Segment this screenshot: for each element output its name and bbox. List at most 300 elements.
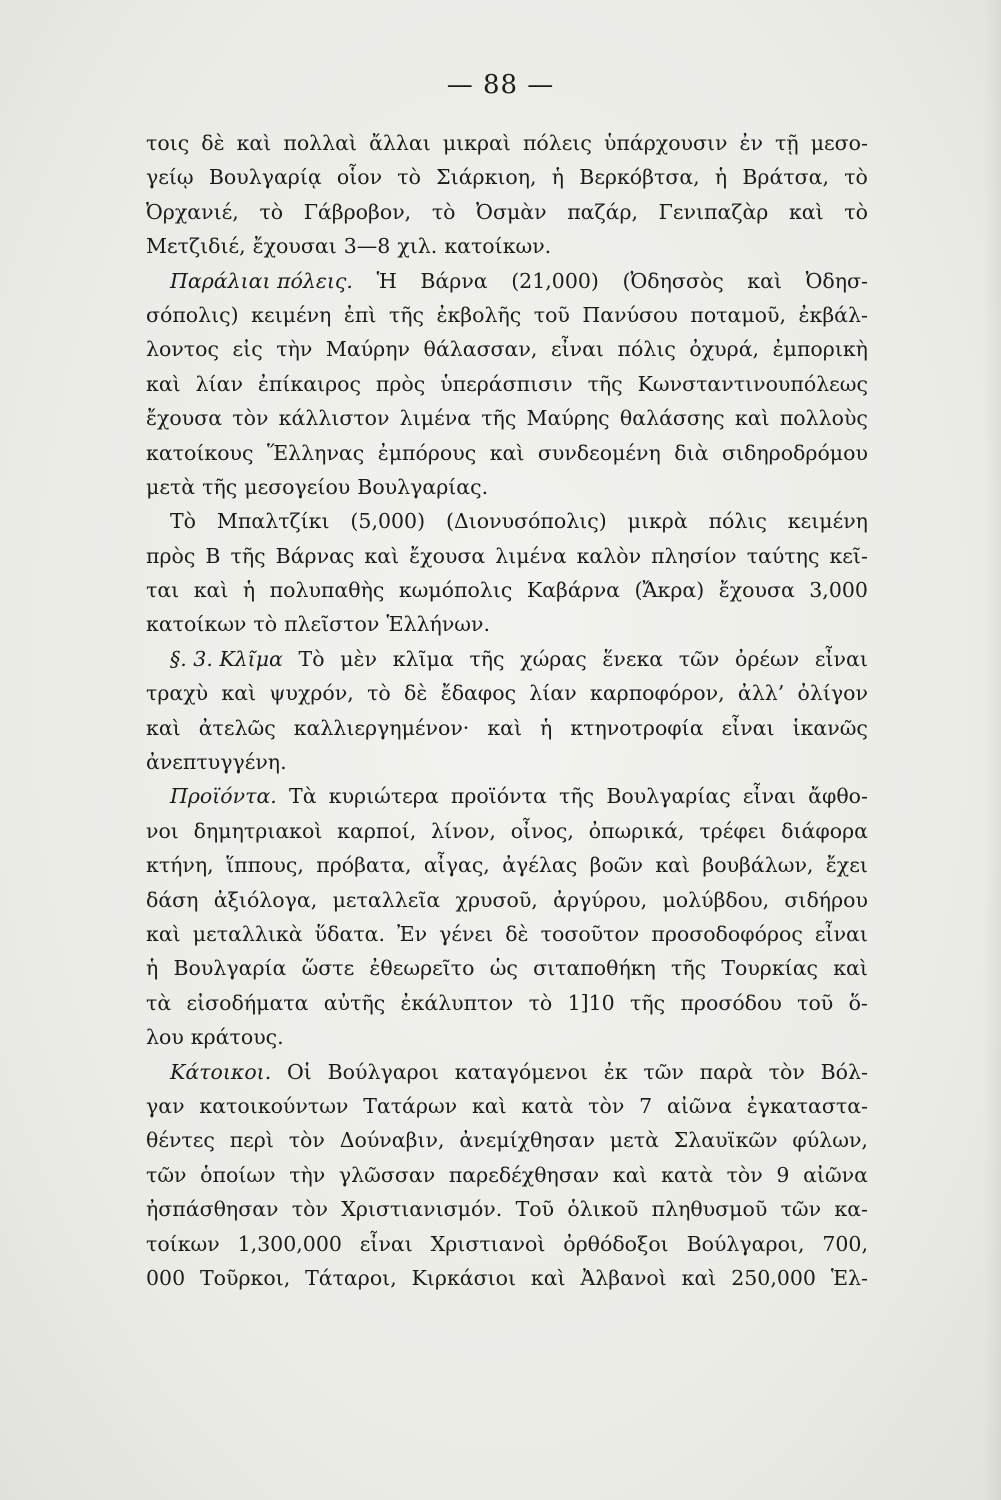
word: τὸ: [844, 165, 868, 190]
word: γένει: [439, 921, 494, 946]
word: δὲ: [201, 131, 225, 155]
word: πληθυσμοῦ: [651, 1197, 768, 1222]
word: ὀρέων: [734, 646, 800, 671]
word: καὶ: [530, 1265, 566, 1290]
word: μεταλλικὰ: [192, 921, 303, 946]
word: Μαύρην: [325, 337, 410, 362]
word: εἰς: [232, 337, 263, 362]
word: Γενιπαζὰρ: [658, 199, 769, 224]
text-line: [146, 539, 868, 573]
word: κατὰ: [521, 1093, 574, 1118]
word: αὐτῆς: [323, 990, 386, 1015]
word: κατοικούντων: [199, 1093, 349, 1118]
section-heading: Προϊόντα.: [170, 784, 277, 809]
word: προσόδου: [680, 990, 782, 1015]
word: καλλιεργημένον·: [293, 715, 470, 740]
word: ἀργύρου,: [553, 887, 648, 912]
word: Βράτσα,: [742, 165, 830, 190]
word: προϊόντα: [450, 784, 547, 809]
word: διάφορα: [781, 818, 868, 843]
word: δάση: [146, 887, 199, 912]
word: κτήνη,: [146, 853, 214, 878]
word: ἕνεκα: [602, 646, 664, 671]
word: ἡ: [242, 578, 256, 603]
word: Ἡ: [376, 268, 397, 293]
word: καὶ: [364, 543, 400, 568]
text-line: [146, 1020, 868, 1054]
word: ὅ-: [848, 990, 868, 1015]
text-line: [146, 848, 868, 882]
word: ἄλλαι: [369, 131, 431, 155]
word: τῶν: [643, 1059, 684, 1084]
word: 250,000: [731, 1265, 816, 1290]
word: Γάβροβον,: [303, 199, 412, 224]
word: τὸ: [844, 199, 868, 224]
word: 700,: [822, 1231, 868, 1256]
word: ὥστε: [301, 956, 355, 981]
word: τὸ: [528, 990, 553, 1015]
text-line: [146, 229, 868, 263]
word: μικραὶ: [442, 131, 511, 155]
word: 000: [146, 1265, 186, 1290]
section-heading: Κάτοικοι.: [170, 1059, 272, 1084]
word: μολύβδου,: [662, 887, 770, 912]
word: εἶναι: [550, 337, 604, 362]
word: Ἑλ-: [830, 1265, 868, 1290]
word: ὡς: [489, 956, 518, 981]
text-line: [146, 1261, 868, 1295]
word: παρεδέχθησαν: [448, 1162, 600, 1187]
word: πολλαὶ: [283, 131, 358, 155]
word: προσοδοφόρος: [651, 921, 803, 946]
word: Οἱ: [286, 1059, 312, 1084]
word: καταγόμενοι: [454, 1059, 588, 1084]
word: παρὰ: [699, 1059, 753, 1084]
word: λοντος: [146, 337, 219, 362]
word: Βουλγαρίας: [606, 784, 731, 809]
word: Βουλγαρίας.: [357, 474, 489, 499]
word: νοι: [146, 818, 179, 843]
word: τοσοῦτον: [540, 921, 640, 946]
word: εἶναι: [721, 715, 775, 740]
text-line: [146, 367, 868, 401]
word: ἔχουσα: [146, 406, 223, 431]
word: χώρας: [520, 646, 587, 671]
word: περὶ: [229, 1128, 274, 1153]
word: ἐκβολῆς: [436, 302, 522, 327]
word: Ἕλληνας: [266, 440, 365, 465]
word: κατοίκων.: [444, 234, 552, 259]
word: λου: [146, 1025, 184, 1050]
word: εἶναι: [742, 784, 796, 809]
word: θέντες: [146, 1128, 215, 1153]
text-line: [146, 1055, 868, 1089]
word: Ὀσμὰν: [476, 199, 547, 224]
word: ἔχει: [825, 853, 868, 878]
word: οἷον: [336, 165, 383, 190]
word: γαν: [146, 1093, 185, 1118]
word: μικρὰ: [627, 509, 688, 534]
word: δὲ: [404, 681, 428, 706]
text-line: [146, 779, 868, 813]
word: Μπαλτζίκι: [216, 509, 330, 534]
word: πόλις: [708, 509, 767, 534]
word: ταύτης: [746, 543, 820, 568]
word: Ἐν: [397, 921, 428, 946]
word: σόπολις): [146, 302, 239, 327]
word: ψυχρόν,: [269, 681, 354, 706]
word: Τὸ: [298, 646, 325, 671]
word: Βουλγαρία: [173, 956, 287, 981]
word: κράτους.: [190, 1025, 284, 1050]
word: μεσο-: [810, 131, 868, 155]
word: τῆς: [671, 956, 707, 981]
word: καὶ: [146, 715, 181, 740]
word: ἱκανῶς: [792, 715, 868, 740]
word: ἀνεπτυγγένη.: [146, 750, 287, 775]
word: σιδηροδρόμου: [722, 440, 868, 465]
word: ἐπὶ: [343, 302, 377, 327]
word: παζάρ,: [567, 199, 639, 224]
word: καὶ: [193, 578, 229, 603]
word: λιμένα: [399, 406, 471, 431]
word: τὸν: [291, 1197, 328, 1222]
scan-edge-shadow: [983, 0, 1001, 1500]
word: καὶ: [471, 1093, 507, 1118]
word: ἐν: [739, 131, 763, 155]
word: κατὰ: [661, 1162, 713, 1187]
text-line: [146, 642, 868, 676]
word: αἶγας,: [423, 853, 490, 878]
word: δημητριακοὶ: [193, 818, 323, 843]
word: 1]10: [567, 990, 615, 1015]
word: λιμένα: [495, 543, 567, 568]
word: (Ἄκρα): [634, 578, 705, 603]
word: Μετζιδιέ,: [146, 234, 246, 259]
word: συνδεομένη: [537, 440, 661, 465]
word: λίνον,: [431, 818, 496, 843]
word: καὶ: [146, 921, 181, 946]
word: τὸ: [253, 612, 278, 637]
text-line: [146, 332, 868, 366]
word: κα-: [834, 1197, 868, 1222]
word: θάλασσαν,: [423, 337, 538, 362]
word: γείῳ: [146, 165, 194, 190]
word: ὀλίγον: [797, 681, 868, 706]
word: πρόβατα,: [316, 853, 412, 878]
text-line: [146, 573, 868, 607]
page-number: — 88 —: [446, 70, 555, 100]
word: καὶ: [236, 131, 272, 155]
word: Μαύρης: [526, 406, 610, 431]
word: κάλλιστον: [278, 406, 390, 431]
word: εἶναι: [814, 921, 868, 946]
word: 3,000: [809, 578, 868, 603]
word: ποταμοῦ,: [690, 302, 786, 327]
word: ἡ: [551, 165, 565, 190]
word: ἔχουσα: [718, 578, 795, 603]
word: ἐγκαταστα-: [746, 1093, 868, 1118]
word: καὶ: [146, 371, 181, 396]
word: ἡ: [714, 165, 728, 190]
word: Τὸ: [170, 509, 197, 534]
word: τῆς: [630, 990, 666, 1015]
word: οἶνος,: [510, 818, 574, 843]
word: κλῖμα: [392, 646, 454, 671]
word: Κωνσταντινουπόλεως: [637, 371, 868, 396]
word: 1,300,000: [237, 1231, 342, 1256]
word: τῆς: [230, 543, 266, 568]
text-line: [146, 195, 868, 229]
word: ἠσπάσθησαν: [146, 1197, 279, 1222]
word: ἡ: [146, 956, 159, 981]
text-line: [146, 504, 868, 538]
word: καρποί,: [337, 818, 417, 843]
text-line: [146, 436, 868, 470]
word: Τατάρων: [363, 1093, 458, 1118]
text-line: [146, 1192, 868, 1226]
word: καὶ: [655, 853, 691, 878]
word: τὸ: [397, 165, 421, 190]
word: Τὰ: [289, 784, 317, 809]
word: Τουρκίας: [721, 956, 819, 981]
word: κατοίκων: [146, 612, 247, 637]
word: ἄφθο-: [808, 784, 868, 809]
word: αἰῶνα: [803, 1162, 868, 1187]
word: κειμένη: [787, 509, 868, 534]
word: Βουλγαρίᾳ: [208, 165, 322, 190]
word: αἰῶνα: [667, 1093, 732, 1118]
word: ἀξιόλογα,: [213, 887, 318, 912]
text-line: [146, 986, 868, 1020]
word: εἶναι: [814, 646, 868, 671]
word: τὸν: [288, 1128, 325, 1153]
word: τῆς: [587, 371, 623, 396]
word: ἔχουσαι: [252, 234, 337, 259]
word: τῆς: [469, 646, 505, 671]
word: Τάταροι,: [305, 1265, 397, 1290]
word: Χριστιανισμόν.: [341, 1197, 503, 1222]
text-line: [146, 951, 868, 985]
word: θαλάσσης: [619, 406, 725, 431]
word: τὴν: [289, 1162, 326, 1187]
word: Βερκόβτσα,: [579, 165, 700, 190]
word: καὶ: [681, 1265, 717, 1290]
word: μετὰ: [609, 1128, 659, 1153]
word: καὶ: [487, 715, 523, 740]
text-line: [146, 298, 868, 332]
word: Πανύσου: [582, 302, 678, 327]
word: καλὸν: [576, 543, 642, 568]
word: ἐμπόρους: [377, 440, 477, 465]
word: βουβάλων,: [702, 853, 814, 878]
word: καὶ: [747, 268, 782, 293]
word: καὶ: [612, 1162, 648, 1187]
word: κειμένη: [251, 302, 332, 327]
word: ὑπάρχουσιν: [603, 131, 728, 155]
word: μεταλλεῖα: [332, 887, 441, 912]
word: κωμόπολις: [398, 578, 513, 603]
word: (5,000): [350, 509, 426, 534]
section-heading: Παράλιαι πόλεις.: [170, 268, 353, 293]
word: Ἀλβανοὶ: [580, 1265, 667, 1290]
word: πόλις: [617, 337, 676, 362]
word: τὸ: [259, 199, 284, 224]
word: Καβάρνα: [526, 578, 621, 603]
word: ἀλλ’: [737, 681, 785, 706]
word: κτηνοτροφία: [570, 715, 704, 740]
word: καὶ: [489, 440, 525, 465]
word: διὰ: [674, 440, 709, 465]
word: Βούλγαροι: [327, 1059, 439, 1084]
word: Βόλ-: [820, 1059, 868, 1084]
text-line: [146, 126, 868, 160]
word: ἐκ: [603, 1059, 628, 1084]
word: τὰ: [146, 990, 172, 1015]
word: ἔχουσα: [409, 543, 486, 568]
word: ἐμπορικὴ: [772, 337, 868, 362]
word: βοῶν: [589, 853, 643, 878]
word: πρὸς: [146, 543, 196, 568]
word: ὁλικοῦ: [567, 1197, 639, 1222]
word: Δούναβιν,: [339, 1128, 445, 1153]
word: καὶ: [734, 406, 770, 431]
word: πλησίον: [651, 543, 737, 568]
word: (Διονυσόπολις): [445, 509, 607, 534]
word: τὸ: [431, 199, 456, 224]
word: Β: [205, 543, 221, 568]
word: τῶν: [780, 1197, 822, 1222]
word: λίαν: [195, 371, 243, 396]
text-line: [146, 401, 868, 435]
word: ἀνεμίχθησαν: [459, 1128, 595, 1153]
word: καρποφόρον,: [590, 681, 725, 706]
word: καὶ: [788, 199, 824, 224]
word: Σιάρκιοη,: [436, 165, 537, 190]
word: καὶ: [221, 681, 257, 706]
word: πολυπαθὴς: [269, 578, 385, 603]
text-line: [146, 1123, 868, 1157]
word: Βάρνας: [275, 543, 355, 568]
word: εἶναι: [359, 1231, 413, 1256]
word: πλεῖστον: [284, 612, 380, 637]
word: τρέφει: [699, 818, 767, 843]
word: ὕδατα.: [314, 921, 386, 946]
word: Βάρνα: [420, 268, 488, 293]
word: ἐθεωρεῖτο: [369, 956, 475, 981]
word: τῆς: [481, 406, 517, 431]
word: 3—8: [343, 234, 391, 259]
word: Ἑλλήνων.: [386, 612, 490, 637]
word: ἡ: [540, 715, 553, 740]
word: κεῖ-: [829, 543, 868, 568]
word: Ὀδησ-: [805, 268, 868, 293]
word: ὁποίων: [200, 1162, 276, 1187]
word: τῶν: [146, 1162, 187, 1187]
section-heading: §. 3. Κλῖμα: [170, 646, 283, 671]
word: φύλων,: [792, 1128, 868, 1153]
word: ἐκάλυπτον: [400, 990, 514, 1015]
word: ἀτελῶς: [198, 715, 276, 740]
word: τοῦ: [797, 990, 834, 1015]
word: Ὀρχανιέ,: [146, 199, 239, 224]
word: λίαν: [529, 681, 577, 706]
word: τῶν: [678, 646, 720, 671]
text-line: [146, 711, 868, 745]
word: τοίκων: [146, 1231, 220, 1256]
word: Τοῦ: [515, 1197, 555, 1222]
word: χιλ.: [397, 234, 438, 259]
word: ἐπίκαιρος: [257, 371, 361, 396]
word: Κιρκάσιοι: [411, 1265, 517, 1290]
word: τῆς: [388, 302, 424, 327]
text-line: [146, 883, 868, 917]
text-line: [146, 676, 868, 710]
word: τὸ: [367, 681, 391, 706]
word: σιταποθήκη: [533, 956, 656, 981]
word: τὸν: [726, 1162, 763, 1187]
text-line: [146, 1227, 868, 1261]
word: πολλοὺς: [779, 406, 868, 431]
word: εἰσοδήματα: [186, 990, 309, 1015]
word: σιδήρου: [784, 887, 868, 912]
word: ἐκβάλ-: [798, 302, 868, 327]
word: ἵππους,: [226, 853, 304, 878]
word: ὀχυρά,: [689, 337, 760, 362]
word: (Ὀδησσὸς: [622, 268, 724, 293]
word: κυριώτερα: [328, 784, 439, 809]
word: 9: [776, 1162, 790, 1187]
word: Σλαυϊκῶν: [673, 1128, 778, 1153]
text-line: [146, 1158, 868, 1192]
text-line: [146, 1089, 868, 1123]
word: τῆς: [202, 474, 238, 499]
text-line: [146, 607, 868, 641]
word: τοις: [146, 131, 190, 155]
text-line: [146, 745, 868, 779]
word: τραχὺ: [146, 681, 209, 706]
text-line: [146, 814, 868, 848]
word: 7: [639, 1093, 653, 1118]
word: (21,000): [511, 268, 599, 293]
word: κατοίκους: [146, 440, 254, 465]
word: ἔδαφος: [440, 681, 517, 706]
word: καὶ: [833, 956, 868, 981]
word: ὑπεράσπισιν: [440, 371, 573, 396]
word: μὲν: [340, 646, 378, 671]
text-line: [146, 264, 868, 298]
word: τὸν: [232, 406, 269, 431]
word: τὸν: [588, 1093, 625, 1118]
word: ται: [146, 578, 180, 603]
text-line: [146, 160, 868, 194]
word: ὀπωρικά,: [588, 818, 685, 843]
word: δὲ: [505, 921, 529, 946]
word: μεσογείου: [244, 474, 351, 499]
word: γλῶσσαν: [338, 1162, 436, 1187]
word: χρυσοῦ,: [455, 887, 538, 912]
word: τὸν: [768, 1059, 805, 1084]
word: τοῦ: [533, 302, 570, 327]
text-line: [146, 917, 868, 951]
word: τῇ: [775, 131, 799, 155]
word: πρὸς: [375, 371, 426, 396]
word: τὴν: [276, 337, 313, 362]
word: πόλεις: [522, 131, 592, 155]
word: Βούλγαροι,: [686, 1231, 805, 1256]
word: μετὰ: [146, 474, 196, 499]
word: ὀρθόδοξοι: [563, 1231, 669, 1256]
